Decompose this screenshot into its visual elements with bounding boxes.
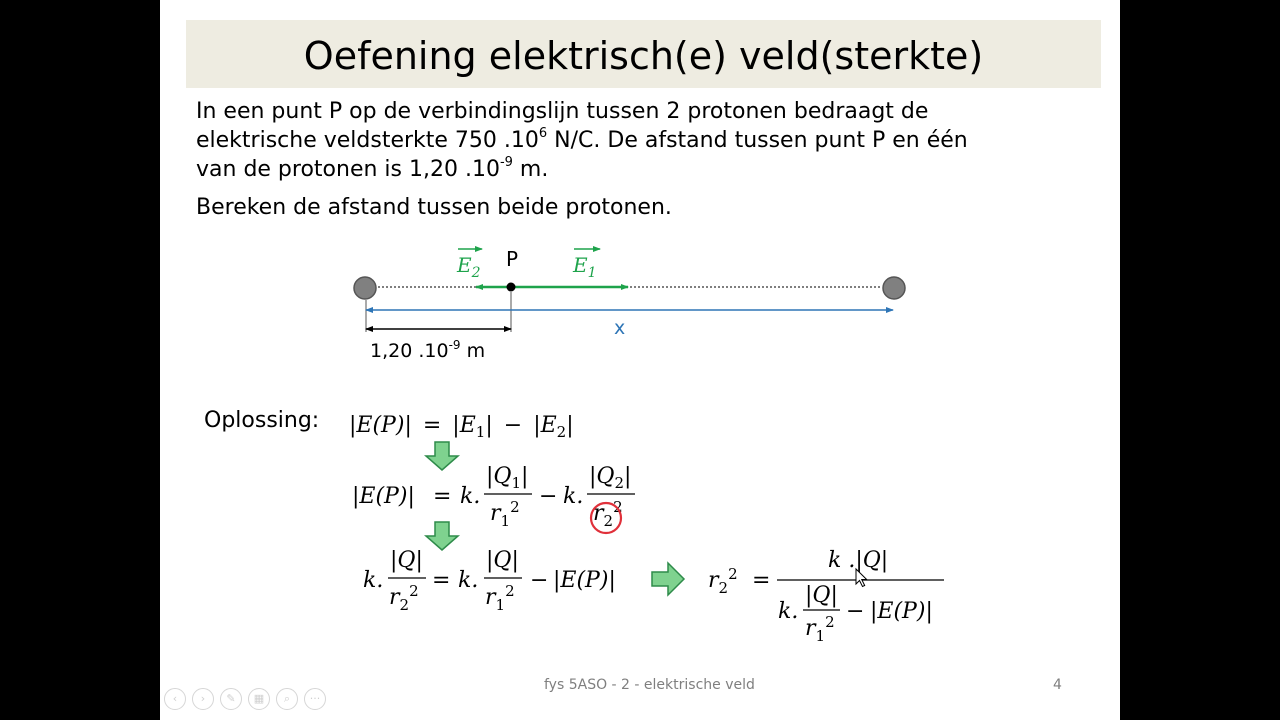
svg-text:−: − (846, 599, 865, 624)
svg-text:|E(P)|: |E(P)| (553, 568, 616, 593)
svg-text:r12: $r_1^2$ (490, 498, 520, 530)
e2-label: $E_2$ (457, 253, 481, 281)
problem-diagram (160, 0, 1120, 720)
svg-text:r22: $r_2^2$ (593, 498, 623, 530)
right-arrow (652, 563, 684, 595)
svg-text:r12: $r_1^2$ (485, 582, 515, 614)
svg-text:r12: $r_1^2$ (805, 613, 835, 645)
proton-right (883, 277, 905, 299)
slideshow-controls (164, 688, 326, 710)
svg-text:|Q|: |Q| (390, 548, 423, 573)
equation-1: |E(P)| = $|E_1|$ − $|E_2|$ (349, 413, 574, 441)
down-arrow-1 (426, 442, 458, 470)
equation-4 (708, 548, 944, 645)
svg-text:k.: k. (458, 568, 479, 593)
svg-text:−: − (539, 484, 558, 509)
next-slide-button[interactable]: › (192, 688, 214, 710)
svg-text:r22: $r_2^2$ (708, 565, 738, 597)
previous-slide-button[interactable]: ‹ (164, 688, 186, 710)
svg-text:|E(P)|: |E(P)| (352, 484, 415, 509)
equation-2 (352, 464, 635, 530)
svg-text:|Q2|: $|Q_2|$ (589, 464, 632, 492)
svg-text:|Q1|: $|Q_1|$ (486, 464, 529, 492)
e1-label: $E_1$ (573, 253, 597, 281)
equation-3 (363, 548, 616, 614)
down-arrow-2 (426, 522, 458, 550)
pen-tool-button[interactable]: ✎ (220, 688, 242, 710)
footer-text: fys 5ASO - 2 - elektrische veld (544, 677, 755, 693)
svg-text:k.: k. (563, 484, 584, 509)
proton-left (354, 277, 376, 299)
svg-text:k .|Q|: k .|Q| (828, 548, 889, 573)
svg-text:=: = (432, 568, 451, 593)
problem-line-1: In een punt P op de verbindingslijn tussen 2 protonen bedraagt de (196, 99, 929, 124)
svg-text:|Q|: |Q| (805, 583, 838, 608)
page-number: 4 (1053, 677, 1062, 693)
svg-text:|E(P)|: |E(P)| (870, 599, 933, 624)
svg-text:=: = (433, 484, 452, 509)
svg-text:−: − (530, 568, 549, 593)
x-label: x (614, 317, 626, 339)
more-options-button[interactable]: ··· (304, 688, 326, 710)
svg-text:k.: k. (363, 568, 384, 593)
slide-title: Oefening elektrisch(e) veld(sterkte) (303, 34, 984, 78)
slide (160, 0, 1120, 720)
problem-question: Bereken de afstand tussen beide protonen. (196, 195, 672, 220)
distance-label: 1,20 $.10^{-9}$ m (370, 338, 486, 362)
svg-text:k.: k. (460, 484, 481, 509)
point-p (507, 283, 516, 292)
solution-label: Oplossing: (204, 408, 320, 433)
see-all-slides-button[interactable]: ▦ (248, 688, 270, 710)
svg-text:=: = (752, 568, 771, 593)
svg-text:|Q|: |Q| (486, 548, 519, 573)
zoom-button[interactable]: ⌕ (276, 688, 298, 710)
svg-text:r22: $r_2^2$ (389, 582, 419, 614)
point-p-label: P (506, 247, 519, 271)
problem-line-3: van de protonen is 1,20 $.10^{-9}$ m. (196, 154, 549, 182)
svg-text:k.: k. (778, 599, 799, 624)
problem-line-2: elektrische veldsterkte 750 $.10^6$ N/C. De afstand tussen punt P en één (196, 125, 968, 153)
